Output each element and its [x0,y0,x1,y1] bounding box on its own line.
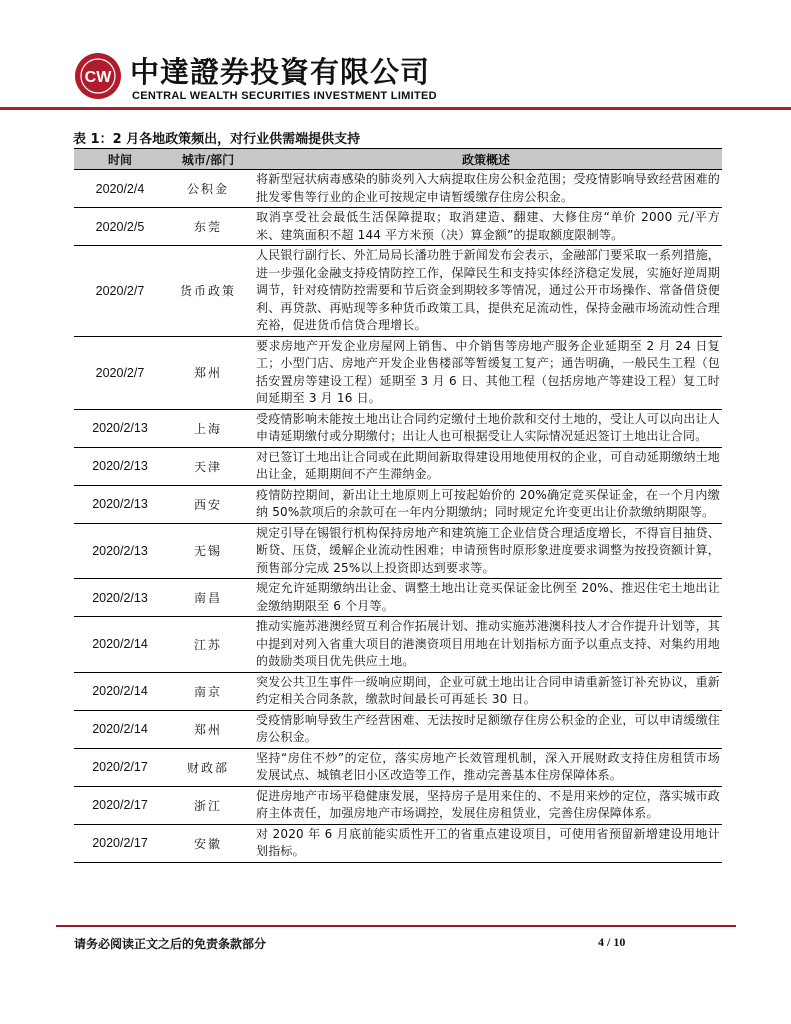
row-policy: 促进房地产市场平稳健康发展，坚持房子是用来住的、不是用来炒的定位，落实城市政府主体责任，加强房地产市场调控，发展住房租赁业，完善住房保障体系。 [250,786,722,824]
row-city: 东莞 [166,208,250,246]
table-row [74,485,722,523]
row-policy: 将新型冠状病毒感染的肺炎列入大病提取住房公积金范围；受疫情影响导致经营困难的批发零售等行业的企业可按规定申请暂缓缴存住房公积金。 [250,170,722,208]
footer-divider [56,925,736,927]
row-date: 2020/2/17 [74,748,166,786]
table-row [74,208,722,246]
row-policy: 规定允许延期缴纳出让金、调整土地出让竞买保证金比例至 20%、推迟住宅土地出让金缴纳期限至 6 个月等。 [250,579,722,617]
row-policy: 受疫情影响未能按土地出让合同约定缴付土地价款和交付土地的，受让人可以向出让人申请延期缴付或分期缴付；出让人也可根据受让人实际情况延迟签订土地出让合同。 [250,409,722,447]
table-row [74,710,722,748]
table-row [74,672,722,710]
table-row [74,447,722,485]
page-header [0,0,791,120]
row-date: 2020/2/13 [74,523,166,579]
table-row [74,409,722,447]
row-city: 安徽 [166,824,250,862]
table-row [74,336,722,409]
company-name-en: CENTRAL WEALTH SECURITIES INVESTMENT LIMITED [132,90,437,102]
row-date: 2020/2/4 [74,170,166,208]
table-header-row [74,149,722,170]
company-logo-icon [74,52,122,100]
row-policy: 要求房地产开发企业房屋网上销售、中介销售等房地产服务企业延期至 2 月 24 日复工；小型门店、房地产开发企业售楼部等暂缓复工复产；通告明确，一般民生工程（包括安置房等建设工程）延期至 3 月 6 日、其他工程（包括房地产等建设工程）复工时间延期至 3 月 16 日。 [250,336,722,409]
row-policy: 突发公共卫生事件一级响应期间，企业可就土地出让合同申请重新签订补充协议，重新约定相关合同条款，缴款时间最长可再延长 30 日。 [250,672,722,710]
row-date: 2020/2/13 [74,485,166,523]
row-city: 江苏 [166,617,250,673]
row-date: 2020/2/14 [74,617,166,673]
row-date: 2020/2/13 [74,579,166,617]
row-date: 2020/2/17 [74,824,166,862]
table-row [74,748,722,786]
row-date: 2020/2/7 [74,246,166,337]
logo-text: CW [84,69,112,86]
row-city: 上海 [166,409,250,447]
row-policy: 取消享受社会最低生活保障提取；取消建造、翻建、大修住房“单价 2000 元/平方米、建筑面积不超 144 平方米预（决）算金额”的提取额度限制等。 [250,208,722,246]
row-policy: 推动实施苏港澳经贸互利合作拓展计划、推动实施苏港澳科技人才合作提升计划等，其中提到对列入省重大项目的港澳资项目用地在计划指标方面予以重点支持、对集约用地的鼓励类项目优先供应土地。 [250,617,722,673]
row-city: 南京 [166,672,250,710]
table-row [74,786,722,824]
company-name-cn: 中達證券投資有限公司 [130,55,431,89]
row-policy: 对 2020 年 6 月底前能实质性开工的省重点建设项目，可使用省预留新增建设用地计划指标。 [250,824,722,862]
row-city: 南昌 [166,579,250,617]
row-date: 2020/2/7 [74,336,166,409]
row-city: 郑州 [166,336,250,409]
row-city: 郑州 [166,710,250,748]
policy-table [74,148,722,863]
table-row [74,523,722,579]
row-policy: 受疫情影响导致生产经营困难、无法按时足额缴存住房公积金的企业，可以申请缓缴住房公积金。 [250,710,722,748]
row-city: 浙江 [166,786,250,824]
table-caption: 表 1：2 月各地政策频出，对行业供需端提供支持 [73,132,361,147]
page-number: 4 / 10 [598,935,626,949]
row-city: 货币政策 [166,246,250,337]
row-date: 2020/2/13 [74,447,166,485]
row-date: 2020/2/14 [74,710,166,748]
row-policy: 对已签订土地出让合同或在此期间新取得建设用地使用权的企业，可自动延期缴纳土地出让金，延期期间不产生滞纳金。 [250,447,722,485]
row-policy: 坚持“房住不炒”的定位，落实房地产长效管理机制，深入开展财政支持住房租赁市场发展试点、城镇老旧小区改造等工作，推动完善基本住房保障体系。 [250,748,722,786]
column-header-policy: 政策概述 [250,149,722,170]
row-city: 财政部 [166,748,250,786]
table-row [74,246,722,337]
row-date: 2020/2/17 [74,786,166,824]
row-policy: 人民银行副行长、外汇局局长潘功胜于新闻发布会表示，金融部门要采取一系列措施，进一步强化金融支持疫情防控工作，保障民生和支持实体经济稳定发展，实施好逆周期调节，针对疫情防控需要和节后资金到期较多等情况，通过公开市场操作、常备借贷便利、再贷款、再贴现等多种货币政策工具，提供充足流动性，保持金融市场流动性合理充裕，促进货币信贷合理增长。 [250,246,722,337]
row-date: 2020/2/5 [74,208,166,246]
column-header-date: 时间 [74,149,166,170]
table-row [74,579,722,617]
table-row [74,617,722,673]
row-date: 2020/2/13 [74,409,166,447]
row-date: 2020/2/14 [74,672,166,710]
disclaimer-notice: 请务必阅读正文之后的免责条款部分 [74,937,267,951]
row-city: 公积金 [166,170,250,208]
header-divider [0,107,791,110]
table-row [74,824,722,862]
table-row [74,170,722,208]
row-city: 天津 [166,447,250,485]
row-city: 西安 [166,485,250,523]
column-header-city: 城市/部门 [166,149,250,170]
row-city: 无锡 [166,523,250,579]
row-policy: 规定引导在锡银行机构保持房地产和建筑施工企业信贷合理适度增长，不得盲目抽贷、断贷、压贷，缓解企业流动性困难；申请预售时原形象进度要求调整为按投资额计算，预售部分完成 25%以上投资即达到要求等。 [250,523,722,579]
row-policy: 疫情防控期间，新出让土地原则上可按起始价的 20%确定竞买保证金，在一个月内缴纳 50%款项后的余款可在一年内分期缴纳；同时规定允许变更出让价款缴纳期限等。 [250,485,722,523]
